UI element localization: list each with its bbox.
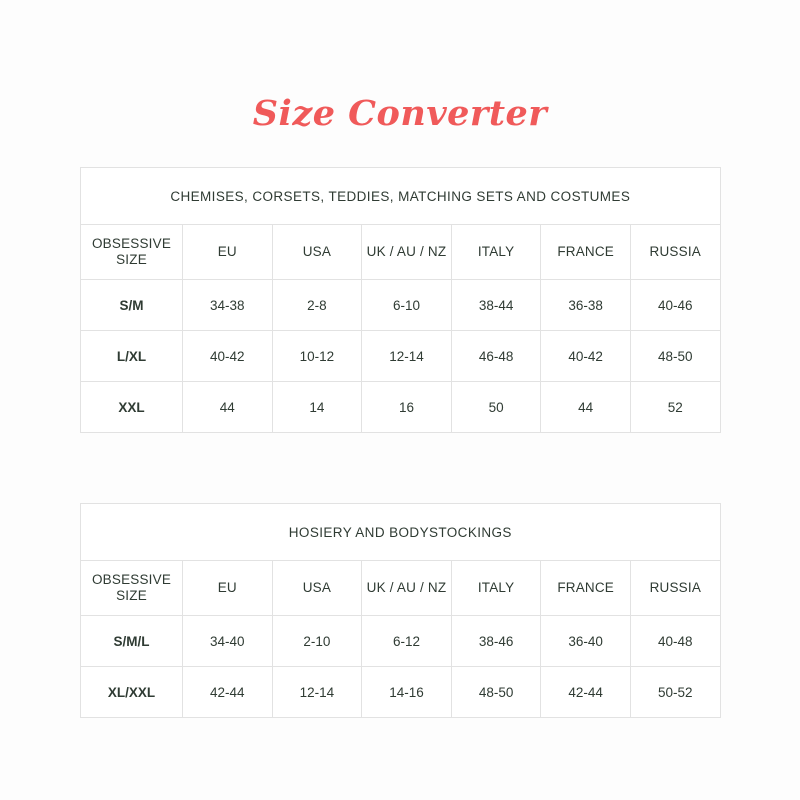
cell-france: 40-42 — [541, 331, 631, 382]
cell-uk-au-nz: 6-12 — [362, 616, 452, 667]
row-label: S/M/L — [81, 616, 183, 667]
cell-usa: 14 — [272, 382, 362, 433]
table-header-row — [81, 225, 721, 280]
column-header-russia: RUSSIA — [630, 561, 720, 616]
cell-usa: 2-10 — [272, 616, 362, 667]
table-row — [81, 280, 721, 331]
row-label: XL/XXL — [81, 667, 183, 718]
cell-france: 36-40 — [541, 616, 631, 667]
cell-italy: 38-46 — [451, 616, 541, 667]
column-header-france: FRANCE — [541, 561, 631, 616]
page-title: Size Converter — [252, 93, 548, 134]
column-header-russia: RUSSIA — [630, 225, 720, 280]
cell-russia: 52 — [630, 382, 720, 433]
cell-eu: 42-44 — [183, 667, 273, 718]
cell-russia: 48-50 — [630, 331, 720, 382]
cell-uk-au-nz: 12-14 — [362, 331, 452, 382]
column-header-usa: USA — [272, 561, 362, 616]
cell-eu: 34-38 — [183, 280, 273, 331]
cell-eu: 40-42 — [183, 331, 273, 382]
size-table-apparel — [80, 167, 721, 433]
cell-russia: 50-52 — [630, 667, 720, 718]
table-row — [81, 331, 721, 382]
cell-usa: 12-14 — [272, 667, 362, 718]
column-header-obsessive-size: OBSESSIVE SIZE — [81, 561, 183, 616]
cell-france: 44 — [541, 382, 631, 433]
cell-usa: 2-8 — [272, 280, 362, 331]
cell-russia: 40-46 — [630, 280, 720, 331]
column-header-uk-au-nz: UK / AU / NZ — [362, 561, 452, 616]
cell-france: 42-44 — [541, 667, 631, 718]
cell-uk-au-nz: 16 — [362, 382, 452, 433]
column-header-uk-au-nz: UK / AU / NZ — [362, 225, 452, 280]
size-table-section-apparel — [80, 167, 720, 433]
cell-uk-au-nz: 14-16 — [362, 667, 452, 718]
table-caption-row — [81, 504, 721, 561]
row-label: L/XL — [81, 331, 183, 382]
cell-eu: 34-40 — [183, 616, 273, 667]
column-header-obsessive-size: OBSESSIVE SIZE — [81, 225, 183, 280]
cell-italy: 50 — [451, 382, 541, 433]
table-row — [81, 616, 721, 667]
cell-eu: 44 — [183, 382, 273, 433]
column-header-italy: ITALY — [451, 561, 541, 616]
size-table-section-hosiery — [80, 503, 720, 718]
cell-russia: 40-48 — [630, 616, 720, 667]
row-label: S/M — [81, 280, 183, 331]
column-header-italy: ITALY — [451, 225, 541, 280]
table-header-row — [81, 561, 721, 616]
table-caption: HOSIERY AND BODYSTOCKINGS — [81, 504, 721, 561]
cell-usa: 10-12 — [272, 331, 362, 382]
column-header-france: FRANCE — [541, 225, 631, 280]
cell-italy: 38-44 — [451, 280, 541, 331]
table-caption: CHEMISES, CORSETS, TEDDIES, MATCHING SETS AND COSTUMES — [81, 168, 721, 225]
table-caption-row — [81, 168, 721, 225]
row-label: XXL — [81, 382, 183, 433]
column-header-usa: USA — [272, 225, 362, 280]
size-table-hosiery — [80, 503, 721, 718]
cell-france: 36-38 — [541, 280, 631, 331]
cell-italy: 46-48 — [451, 331, 541, 382]
cell-uk-au-nz: 6-10 — [362, 280, 452, 331]
table-row — [81, 382, 721, 433]
column-header-eu: EU — [183, 561, 273, 616]
table-row — [81, 667, 721, 718]
column-header-eu: EU — [183, 225, 273, 280]
cell-italy: 48-50 — [451, 667, 541, 718]
